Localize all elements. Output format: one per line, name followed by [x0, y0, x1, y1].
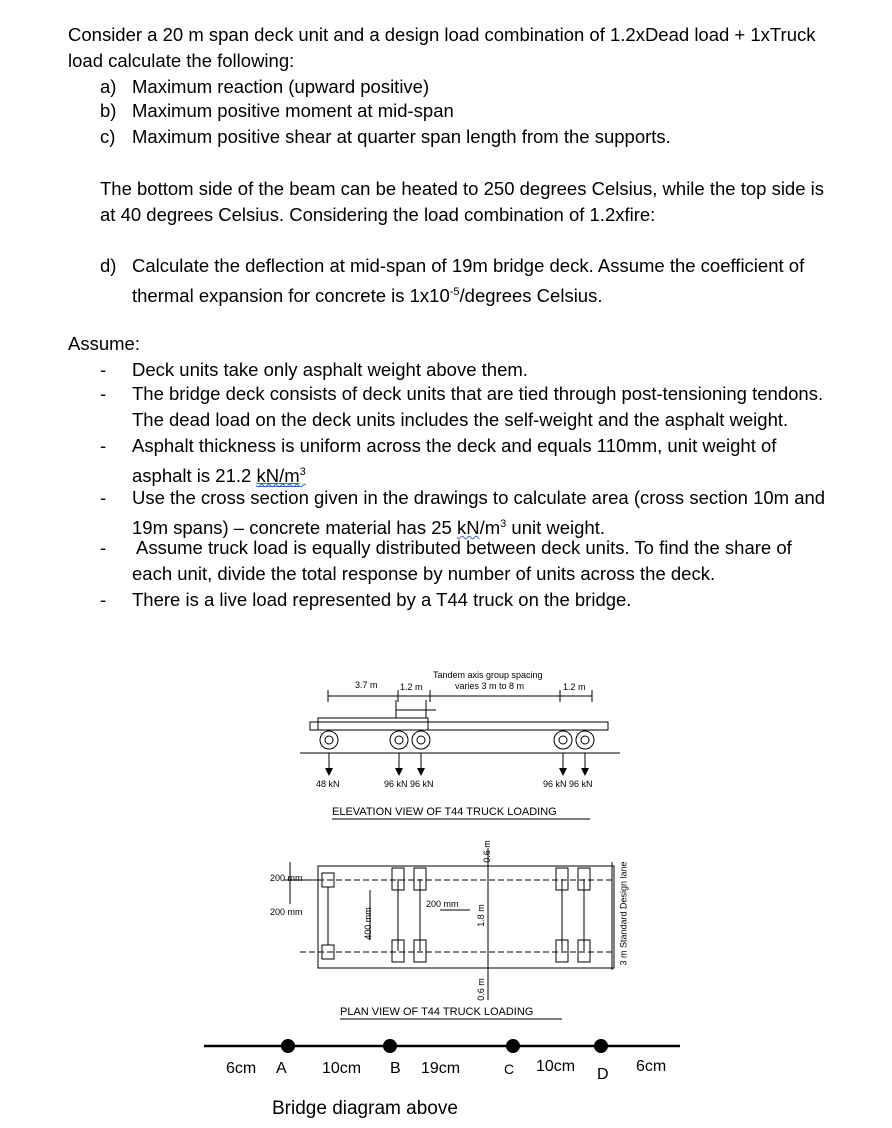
dim-1-8m: 1.8 m — [475, 904, 486, 927]
asphalt-unit: $kN/m^3$ — [256, 465, 306, 486]
concrete-unit: kN — [456, 517, 480, 538]
span-10cm-ab: 10cm — [322, 1060, 362, 1077]
dim-0-6m-top: 0.6 m — [481, 840, 492, 863]
span-10cm-cd: 10cm — [536, 1058, 576, 1075]
dim-0-6m-bottom: 0.6 m — [475, 978, 486, 1001]
task-b-label: b) — [100, 100, 117, 121]
fire-line-1: The bottom side of the beam can be heated to 250 degrees Celsius, while the top side is — [100, 178, 825, 199]
dim-1-2m-rear: 1.2 m — [563, 682, 586, 692]
tandem-spacing-line-1: Tandem axis group spacing — [433, 670, 543, 680]
task-a-text: Maximum reaction (upward positive) — [132, 76, 430, 97]
bridge-caption: Bridge diagram above — [272, 1098, 458, 1119]
assume-bullet-4-line-1: Use the cross section given in the drawings to calculate area (cross section 10m and — [132, 487, 826, 508]
task-c-text: Maximum positive shear at quarter span length from the supports. — [132, 126, 671, 147]
assume-bullet-4-line-2: 19m spans) – concrete material has 25 $kN/m^3$ unit weight. — [132, 517, 605, 538]
tandem-spacing-line-2: varies 3 m to 8 m — [455, 681, 525, 691]
bullet-dash: - — [100, 383, 107, 404]
point-b-label: B — [390, 1060, 401, 1077]
task-a-label: a) — [100, 76, 117, 97]
load-96kn-pair-rear: 96 kN 96 kN — [543, 779, 593, 789]
task-c-label: c) — [100, 126, 116, 147]
support-a — [281, 1039, 295, 1053]
dim-3-7m: 3.7 m — [355, 680, 378, 690]
asphalt-text: asphalt is 21.2 — [132, 465, 257, 486]
task-d-line-2-post: /degrees Celsius. — [459, 285, 603, 306]
bullet-dash: - — [100, 435, 107, 456]
intro-line-1: Consider a 20 m span deck unit and a design load combination of 1.2xDead load + 1xTruck — [68, 24, 816, 45]
bullet-dash: - — [100, 359, 107, 380]
point-c-label: C — [504, 1061, 515, 1077]
dim-200mm-wheel: 200 mm — [426, 899, 459, 909]
bullet-dash: - — [100, 487, 107, 508]
dim-400mm: 400 mm — [362, 907, 373, 940]
point-d-label: D — [597, 1066, 609, 1083]
assume-bullet-1: Deck units take only asphalt weight above them. — [132, 359, 528, 380]
bullet-dash: - — [100, 589, 107, 610]
assume-bullet-3-line-1: Asphalt thickness is uniform across the deck and equals 110mm, unit weight of — [132, 435, 777, 456]
assume-heading: Assume: — [68, 333, 140, 354]
assume-bullet-5-line-1: Assume truck load is equally distributed between deck units. To find the share of — [136, 537, 792, 558]
fire-line-2: at 40 degrees Celsius. Considering the load combination of 1.2xfire: — [100, 204, 656, 225]
span-19cm-bc: 19cm — [421, 1060, 461, 1077]
span-6cm-right: 6cm — [636, 1058, 667, 1075]
load-48kn: 48 kN — [316, 779, 340, 789]
load-96kn-pair-front: 96 kN 96 kN — [384, 779, 434, 789]
task-b-text: Maximum positive moment at mid-span — [132, 100, 454, 121]
plan-view-title: PLAN VIEW OF T44 TRUCK LOADING — [340, 1006, 534, 1018]
support-b — [383, 1039, 397, 1053]
design-lane-label: 3 m Standard Design lane — [618, 861, 629, 966]
assume-bullet-2-line-2: The dead load on the deck units includes the self-weight and the asphalt weight. — [132, 409, 789, 430]
elevation-view-title: ELEVATION VIEW OF T44 TRUCK LOADING — [332, 806, 557, 818]
bullet-dash: - — [100, 537, 107, 558]
point-a-label: A — [276, 1060, 287, 1077]
span-6cm-left: 6cm — [226, 1060, 257, 1077]
dim-1-2m-front: 1.2 m — [400, 682, 423, 692]
support-c — [506, 1039, 520, 1053]
dim-200mm-top: 200 mm — [270, 873, 303, 883]
task-d-line-1: Calculate the deflection at mid-span of 19m bridge deck. Assume the coefficient of — [132, 255, 805, 276]
task-d-line-2-pre: thermal expansion for concrete is 1x10 — [132, 285, 450, 306]
task-d-exponent: -5 — [449, 286, 460, 298]
support-d — [594, 1039, 608, 1053]
intro-line-2: load calculate the following: — [68, 50, 295, 71]
assume-bullet-5-line-2: each unit, divide the total response by number of units across the deck. — [132, 563, 716, 584]
assume-bullet-6: There is a live load represented by a T44 truck on the bridge. — [132, 589, 632, 610]
task-d-label: d) — [100, 255, 117, 276]
assume-bullet-2-line-1: The bridge deck consists of deck units that are tied through post-tensioning tendons. — [132, 383, 824, 404]
dim-200mm-side: 200 mm — [270, 907, 303, 917]
